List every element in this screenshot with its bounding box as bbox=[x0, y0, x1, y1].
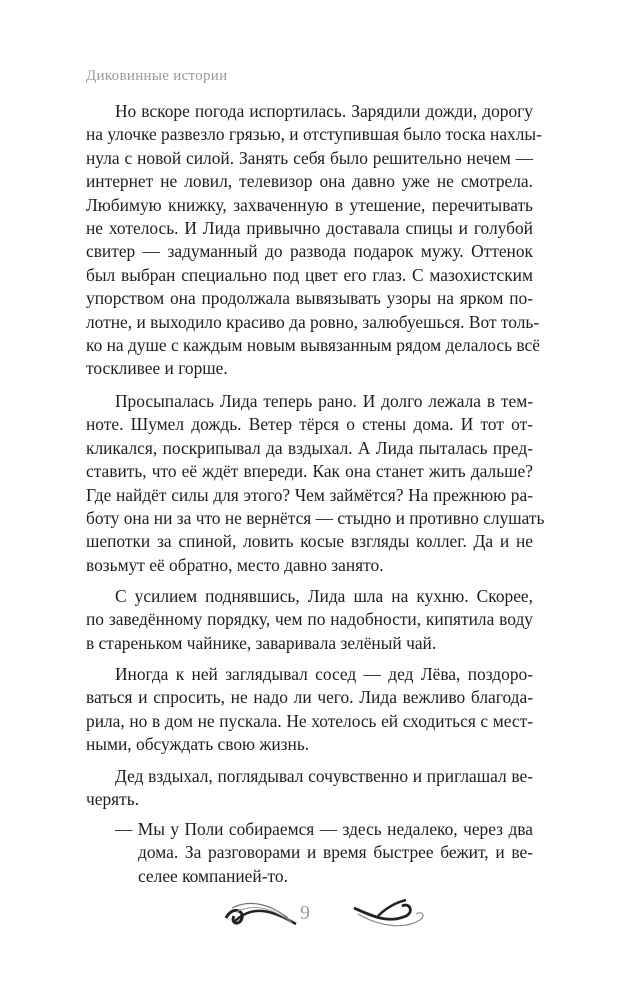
right-flourish-icon bbox=[348, 896, 428, 932]
text-line: свитер — задуманный до развода подарок мужу. Оттенок bbox=[86, 241, 533, 262]
text-line: возьмут её обратно, место давно занято. bbox=[86, 554, 384, 575]
left-flourish-icon bbox=[222, 896, 302, 932]
dialogue-paragraph bbox=[86, 818, 533, 888]
text-line: черять. bbox=[86, 789, 140, 810]
text-line: Иногда к ней заглядывал сосед — дед Лёва, поздоро- bbox=[115, 664, 533, 684]
text-line: боту она ни за что не вернётся — стыдно и противно слушать bbox=[86, 507, 545, 528]
page-footer bbox=[0, 896, 618, 936]
text-line: ваться и спросить, не надо ли чего. Лида вежливо благода- bbox=[86, 687, 533, 708]
text-line: интернет не ловил, телевизор она давно уже не смотрела. bbox=[86, 171, 533, 192]
text-line: ными, обсуждать свою жизнь. bbox=[86, 734, 310, 755]
text-line: упорством она продолжала вывязывать узоры на ярком по- bbox=[86, 288, 533, 309]
running-header: Диковинные истории bbox=[86, 68, 228, 84]
text-line: кликался, поскрипывал да вздыхал. А Лида пыталась пред- bbox=[86, 437, 533, 458]
paragraph bbox=[86, 663, 533, 757]
text-line: Но вскоре погода испортилась. Зарядили дожди, дорогу bbox=[115, 101, 533, 121]
paragraph bbox=[86, 100, 542, 381]
text-line: ставить, что её ждёт впереди. Как она станет жить дальше? bbox=[86, 461, 533, 482]
text-line: — Мы у Поли собираемся — здесь недалеко, через два bbox=[115, 819, 533, 839]
text-line: ноте. Шумел дождь. Ветер тёрся о стены дома. И тот от- bbox=[86, 414, 533, 435]
text-line: нула с новой силой. Занять себя было решительно нечем — bbox=[86, 147, 533, 168]
text-line: рила, но в дом не пускала. Не хотелось ей сходиться с мест- bbox=[86, 710, 533, 731]
text-line: в стареньком чайнике, заваривала зелёный чай. bbox=[86, 632, 437, 653]
text-line: ко на душе с каждым новым вывязанным рядом делалось всё bbox=[86, 334, 540, 355]
text-line: Где найдёт силы для этого? Чем займётся? На прежнюю ра- bbox=[86, 484, 533, 505]
text-line: не хотелось. И Лида привычно доставала спицы и голубой bbox=[86, 217, 533, 238]
text-line: шепотки за спиной, ловить косые взгляды коллег. Да и не bbox=[86, 531, 533, 552]
text-line: селее компанией-то. bbox=[138, 865, 288, 886]
text-line: С усилием поднявшись, Лида шла на кухню. Скорее, bbox=[115, 586, 533, 606]
text-line: на улочке развезло грязью, и отступившая было тоска нахлы- bbox=[86, 124, 542, 145]
text-line: лотне, и выходило красиво да ровно, залюбуешься. Вот толь- bbox=[86, 311, 540, 332]
text-line: Дед вздыхал, поглядывал сочувственно и приглашал ве- bbox=[115, 766, 533, 786]
paragraph bbox=[86, 390, 545, 577]
paragraph bbox=[86, 585, 533, 655]
text-line: по заведённому порядку, чем по надобности, кипятила воду bbox=[86, 609, 533, 630]
text-line: был выбран специально под цвет его глаз. С мазохистским bbox=[86, 264, 533, 285]
text-line: Просыпалась Лида теперь рано. И долго лежала в тем- bbox=[115, 391, 533, 411]
text-line: дома. За разговорами и время быстрее бежит, и ве- bbox=[138, 842, 533, 863]
text-line: тоскливее и горше. bbox=[86, 358, 228, 379]
text-line: Любимую книжку, захваченную в утешение, перечитывать bbox=[86, 194, 533, 215]
paragraph bbox=[86, 765, 533, 812]
page-number: 9 bbox=[300, 902, 310, 924]
